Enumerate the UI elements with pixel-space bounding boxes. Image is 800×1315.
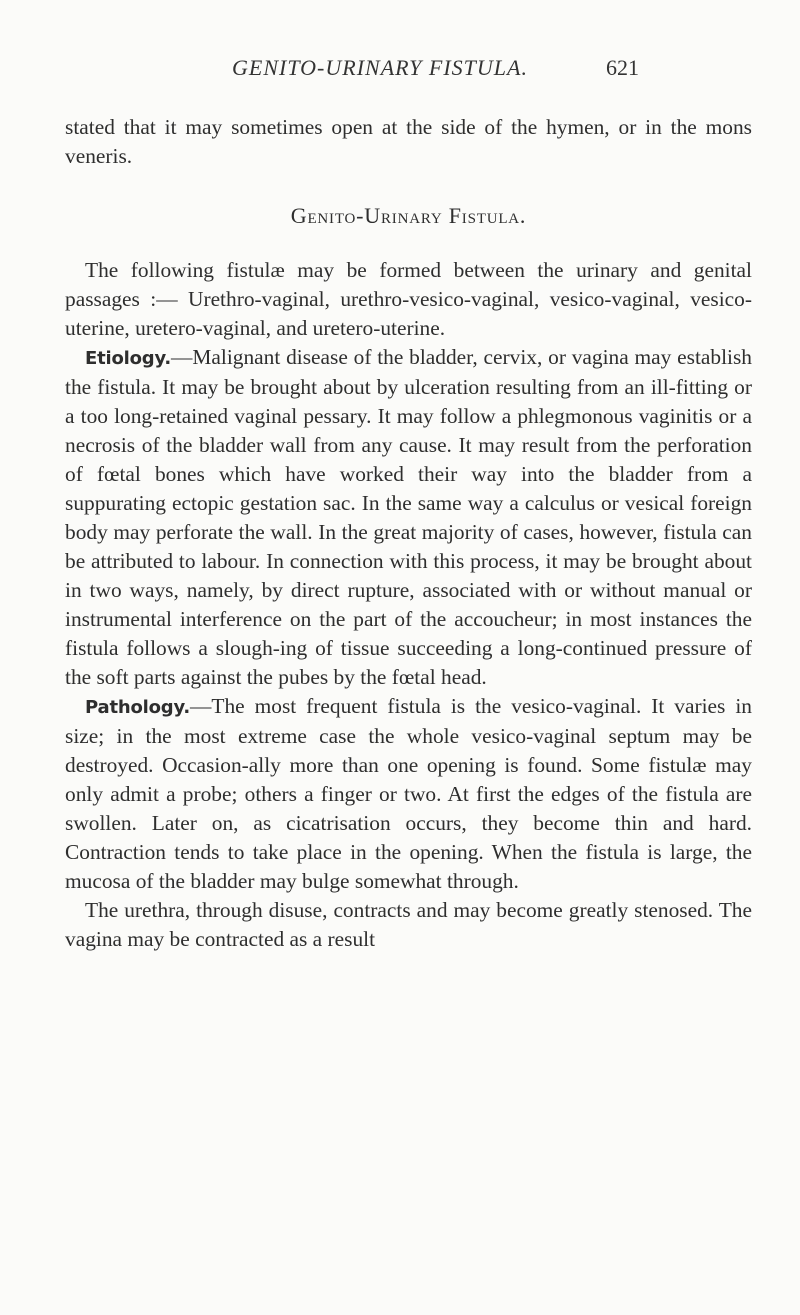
- body-text: [65, 113, 752, 954]
- section-heading: Genito-Urinary Fistula.: [290, 203, 527, 228]
- etiology-text: —Malignant disease of the bladder, cervix, or vagina may establish the fistula. It may be brought about by ulceration resulting from an ill-fitting or a too long-retained vaginal pessary. It may follow a phlegmonous vaginitis or a necrosis of the bladder wall from any cause. It may result from the perforation of fœtal bones which have worked their way into the bladder from a suppurating ectopic gestation sac. In the same way a calculus or vesical foreign body may perforate the wall. In the great majority of cases, however, fistula can be attributed to labour. In connection with this process, it may be brought about in two ways, namely, by direct rupture, associated with or without manual or instrumental interference on the part of the accoucheur; in most instances the fistula follows a slough-ing of tissue succeeding a long-continued pressure of the soft parts against the pubes by the fœtal head.: [65, 345, 752, 689]
- etiology-label: Etiology.: [85, 348, 171, 369]
- continued-paragraph: stated that it may sometimes open at the side of the hymen, or in the mons veneris.: [65, 115, 752, 168]
- page-number: 621: [606, 55, 639, 80]
- running-title: GENITO-URINARY FISTULA.: [232, 55, 528, 80]
- running-head: [0, 55, 800, 85]
- pathology-paragraph: [65, 692, 752, 896]
- pathology-label: Pathology.: [85, 697, 190, 718]
- etiology-paragraph: [65, 343, 752, 692]
- urethra-paragraph: The urethra, through disuse, contracts and may become greatly stenosed. The vagina may be contracted as a result: [65, 898, 752, 951]
- pathology-text: —The most frequent fistula is the vesico-vaginal. It varies in size; in the most extreme case the whole vesico-vaginal septum may be destroyed. Occasion-ally more than one opening is found. Some fistulæ may only admit a probe; others a finger or two. At first the edges of the fistula are swollen. Later on, as cicatrisation occurs, they become thin and hard. Contraction tends to take place in the opening. When the fistula is large, the mucosa of the bladder may bulge somewhat through.: [65, 694, 752, 893]
- intro-paragraph: The following fistulæ may be formed between the urinary and genital passages :— Urethro-vaginal, urethro-vesico-vaginal, vesico-vaginal, vesico-uterine, uretero-vaginal, and uretero-uterine.: [65, 258, 752, 340]
